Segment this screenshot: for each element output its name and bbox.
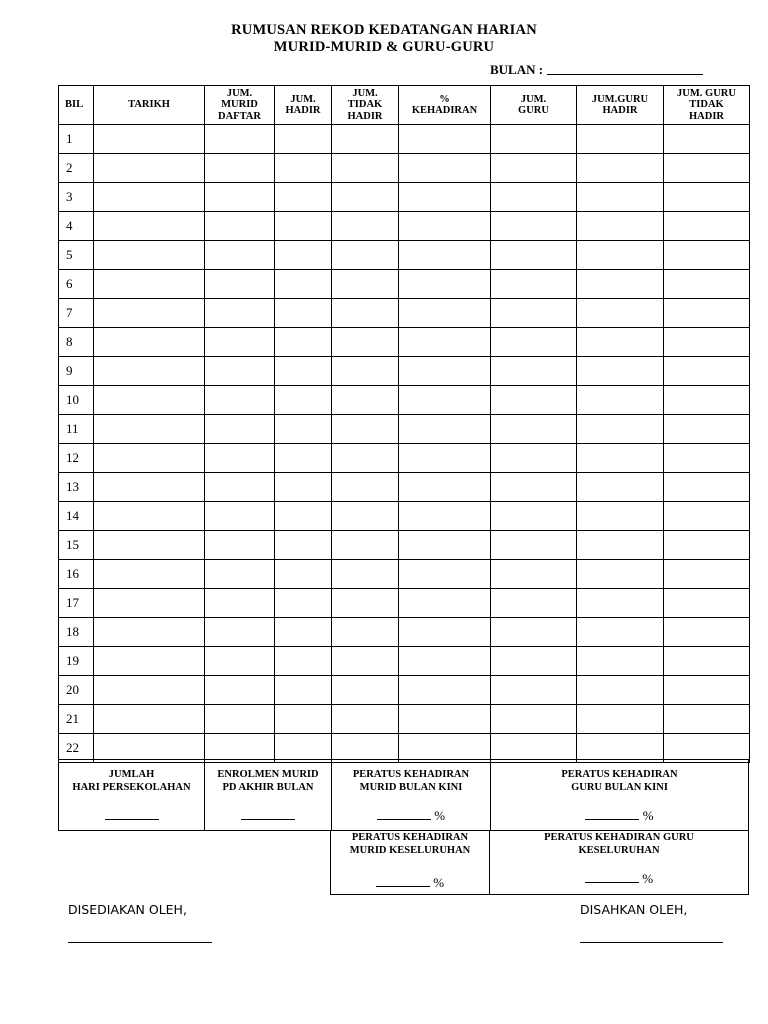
peratus-guru-keseluruhan-cell bbox=[490, 830, 748, 894]
enrolmen-label: ENROLMEN MURID PD AKHIR BULAN bbox=[217, 769, 319, 793]
row-number: 18 bbox=[59, 618, 94, 647]
percent-sign: % bbox=[433, 875, 445, 890]
row-number: 6 bbox=[59, 270, 94, 299]
col-peratus-kehadiran-cell[interactable] bbox=[399, 560, 491, 589]
table-row bbox=[59, 444, 750, 473]
col-peratus-kehadiran-cell[interactable] bbox=[399, 299, 491, 328]
col-jum-guru-hadir-cell[interactable] bbox=[577, 473, 664, 502]
row-number: 5 bbox=[59, 241, 94, 270]
col-jum-tidak-hadir-cell[interactable] bbox=[332, 212, 399, 241]
col-tarikh-cell[interactable] bbox=[94, 531, 205, 560]
form-title: RUMUSAN REKOD KEDATANGAN HARIAN bbox=[231, 22, 537, 38]
table-row bbox=[59, 531, 750, 560]
col-jum-murid-daftar-cell[interactable] bbox=[205, 270, 275, 299]
col-jum-hadir-cell[interactable] bbox=[275, 531, 332, 560]
col-peratus-kehadiran-cell[interactable] bbox=[399, 589, 491, 618]
col-peratus-kehadiran-cell[interactable] bbox=[399, 357, 491, 386]
peratus-murid-keseluruhan-cell bbox=[331, 830, 490, 894]
col-jum-guru-tidak-hadir-cell[interactable] bbox=[664, 589, 750, 618]
table-row bbox=[59, 270, 750, 299]
col-jum-hadir-cell[interactable] bbox=[275, 589, 332, 618]
col-tarikh-cell[interactable] bbox=[94, 589, 205, 618]
row-number: 20 bbox=[59, 676, 94, 705]
col-jum-hadir-cell[interactable] bbox=[275, 647, 332, 676]
col-jum-tidak-hadir-cell[interactable] bbox=[332, 705, 399, 734]
col-tarikh-cell[interactable] bbox=[94, 154, 205, 183]
col-jum-murid-daftar-cell[interactable] bbox=[205, 676, 275, 705]
bulan-field bbox=[490, 62, 703, 78]
row-number: 3 bbox=[59, 183, 94, 212]
row-number: 21 bbox=[59, 705, 94, 734]
enrolmen-cell bbox=[205, 760, 332, 830]
col-tarikh-cell[interactable] bbox=[94, 473, 205, 502]
col-jum-guru-cell[interactable] bbox=[491, 328, 577, 357]
col-jum-hadir-cell[interactable] bbox=[275, 328, 332, 357]
col-jum-guru-tidak-hadir-cell[interactable] bbox=[664, 415, 750, 444]
col-jum-tidak-hadir-cell[interactable] bbox=[332, 502, 399, 531]
col-jum-hadir-cell[interactable] bbox=[275, 415, 332, 444]
col-jum-guru-tidak-hadir-cell[interactable] bbox=[664, 444, 750, 473]
col-peratus-kehadiran-cell[interactable] bbox=[399, 473, 491, 502]
col-jum-guru-hadir-cell[interactable] bbox=[577, 560, 664, 589]
col-jum-guru-cell[interactable] bbox=[491, 647, 577, 676]
col-tarikh-cell[interactable] bbox=[94, 241, 205, 270]
col-peratus-kehadiran-cell[interactable] bbox=[399, 328, 491, 357]
col-jum-guru-hadir-cell[interactable] bbox=[577, 618, 664, 647]
peratus-guru-bulan-label: PERATUS KEHADIRAN GURU BULAN KINI bbox=[561, 769, 678, 793]
table-row bbox=[59, 328, 750, 357]
col-tarikh-cell[interactable] bbox=[94, 647, 205, 676]
table-header-row bbox=[59, 86, 750, 125]
col-jum-guru-cell[interactable] bbox=[491, 415, 577, 444]
row-number: 10 bbox=[59, 386, 94, 415]
col-jum-hadir-cell[interactable] bbox=[275, 618, 332, 647]
col-jum-guru-hadir-cell[interactable] bbox=[577, 676, 664, 705]
col-jum-guru-hadir-cell[interactable] bbox=[577, 270, 664, 299]
row-number: 1 bbox=[59, 125, 94, 154]
col-jum-tidak-hadir-header: JUM. TIDAK HADIR bbox=[332, 86, 399, 125]
col-jum-murid-daftar-cell[interactable] bbox=[205, 386, 275, 415]
col-jum-murid-daftar-cell[interactable] bbox=[205, 560, 275, 589]
col-jum-guru-cell[interactable] bbox=[491, 473, 577, 502]
row-number: 4 bbox=[59, 212, 94, 241]
col-jum-guru-hadir-cell[interactable] bbox=[577, 444, 664, 473]
attendance-table bbox=[58, 85, 750, 763]
col-jum-tidak-hadir-cell[interactable] bbox=[332, 618, 399, 647]
row-number: 19 bbox=[59, 647, 94, 676]
col-jum-hadir-cell[interactable] bbox=[275, 705, 332, 734]
col-jum-hadir-cell[interactable] bbox=[275, 676, 332, 705]
col-jum-tidak-hadir-cell[interactable] bbox=[332, 386, 399, 415]
col-jum-guru-cell[interactable] bbox=[491, 386, 577, 415]
col-jum-tidak-hadir-cell[interactable] bbox=[332, 183, 399, 212]
table-row bbox=[59, 705, 750, 734]
col-jum-guru-cell[interactable] bbox=[491, 299, 577, 328]
jumlah-hari-label: JUMLAH HARI PERSEKOLAHAN bbox=[72, 769, 191, 793]
bulan-label: BULAN : bbox=[490, 62, 544, 77]
col-tarikh-cell[interactable] bbox=[94, 618, 205, 647]
col-jum-guru-hadir-cell[interactable] bbox=[577, 183, 664, 212]
row-number: 14 bbox=[59, 502, 94, 531]
col-jum-tidak-hadir-cell[interactable] bbox=[332, 125, 399, 154]
col-peratus-kehadiran-cell[interactable] bbox=[399, 154, 491, 183]
col-tarikh-cell[interactable] bbox=[94, 183, 205, 212]
jumlah-hari-cell bbox=[59, 760, 205, 830]
col-jum-murid-daftar-cell[interactable] bbox=[205, 415, 275, 444]
table-row bbox=[59, 183, 750, 212]
table-row bbox=[59, 241, 750, 270]
col-jum-guru-tidak-hadir-cell[interactable] bbox=[664, 531, 750, 560]
col-bil-header: BIL bbox=[59, 86, 94, 125]
col-tarikh-cell[interactable] bbox=[94, 502, 205, 531]
row-number: 17 bbox=[59, 589, 94, 618]
peratus-guru-keseluruhan-label: PERATUS KEHADIRAN GURU KESELURUHAN bbox=[544, 832, 694, 856]
summary-section bbox=[58, 759, 749, 831]
col-jum-guru-tidak-hadir-cell[interactable] bbox=[664, 473, 750, 502]
col-jum-guru-cell[interactable] bbox=[491, 560, 577, 589]
col-jum-murid-daftar-cell[interactable] bbox=[205, 647, 275, 676]
row-number: 11 bbox=[59, 415, 94, 444]
col-jum-hadir-cell[interactable] bbox=[275, 241, 332, 270]
col-jum-guru-tidak-hadir-cell[interactable] bbox=[664, 328, 750, 357]
enrolmen-blank[interactable] bbox=[241, 809, 295, 820]
col-jum-murid-daftar-cell[interactable] bbox=[205, 299, 275, 328]
col-peratus-kehadiran-cell[interactable] bbox=[399, 212, 491, 241]
col-jum-guru-cell[interactable] bbox=[491, 154, 577, 183]
col-jum-murid-daftar-cell[interactable] bbox=[205, 125, 275, 154]
col-jum-guru-tidak-hadir-cell[interactable] bbox=[664, 125, 750, 154]
table-row bbox=[59, 473, 750, 502]
col-jum-murid-daftar-cell[interactable] bbox=[205, 212, 275, 241]
col-jum-tidak-hadir-cell[interactable] bbox=[332, 560, 399, 589]
disahkan-signature-line[interactable] bbox=[580, 942, 723, 943]
col-jum-guru-hadir-cell[interactable] bbox=[577, 212, 664, 241]
col-jum-tidak-hadir-cell[interactable] bbox=[332, 154, 399, 183]
col-jum-murid-daftar-cell[interactable] bbox=[205, 154, 275, 183]
col-tarikh-cell[interactable] bbox=[94, 357, 205, 386]
table-row bbox=[59, 502, 750, 531]
peratus-murid-bulan-label: PERATUS KEHADIRAN MURID BULAN KINI bbox=[352, 769, 470, 793]
col-jum-murid-daftar-header: JUM. MURID DAFTAR bbox=[205, 86, 275, 125]
col-jum-hadir-cell[interactable] bbox=[275, 125, 332, 154]
col-jum-guru-cell[interactable] bbox=[491, 444, 577, 473]
col-jum-guru-tidak-hadir-cell[interactable] bbox=[664, 647, 750, 676]
col-jum-tidak-hadir-cell[interactable] bbox=[332, 241, 399, 270]
col-jum-tidak-hadir-cell[interactable] bbox=[332, 531, 399, 560]
col-jum-guru-tidak-hadir-cell[interactable] bbox=[664, 676, 750, 705]
col-peratus-kehadiran-cell[interactable] bbox=[399, 444, 491, 473]
col-tarikh-cell[interactable] bbox=[94, 415, 205, 444]
bulan-input-line[interactable] bbox=[547, 62, 703, 75]
col-tarikh-cell[interactable] bbox=[94, 705, 205, 734]
col-jum-hadir-cell[interactable] bbox=[275, 183, 332, 212]
col-peratus-kehadiran-header: % KEHADIRAN bbox=[399, 86, 491, 125]
col-jum-guru-hadir-cell[interactable] bbox=[577, 299, 664, 328]
disediakan-label: DISEDIAKAN OLEH, bbox=[68, 902, 187, 917]
summary-keseluruhan-section bbox=[330, 830, 749, 895]
col-jum-hadir-cell[interactable] bbox=[275, 357, 332, 386]
table-row bbox=[59, 357, 750, 386]
peratus-murid-bulan-blank[interactable] bbox=[377, 809, 431, 820]
col-jum-hadir-header: JUM. HADIR bbox=[275, 86, 332, 125]
col-jum-guru-tidak-hadir-cell[interactable] bbox=[664, 357, 750, 386]
percent-sign: % bbox=[642, 808, 654, 823]
col-jum-guru-cell[interactable] bbox=[491, 676, 577, 705]
col-jum-guru-tidak-hadir-cell[interactable] bbox=[664, 560, 750, 589]
col-jum-tidak-hadir-cell[interactable] bbox=[332, 328, 399, 357]
col-tarikh-cell[interactable] bbox=[94, 444, 205, 473]
col-jum-murid-daftar-cell[interactable] bbox=[205, 531, 275, 560]
col-jum-tidak-hadir-cell[interactable] bbox=[332, 589, 399, 618]
row-number: 9 bbox=[59, 357, 94, 386]
peratus-murid-keseluruhan-label: PERATUS KEHADIRAN MURID KESELURUHAN bbox=[349, 832, 471, 856]
row-number: 22 bbox=[59, 734, 94, 763]
col-jum-hadir-cell[interactable] bbox=[275, 212, 332, 241]
col-jum-guru-hadir-cell[interactable] bbox=[577, 502, 664, 531]
col-jum-guru-hadir-cell[interactable] bbox=[577, 357, 664, 386]
table-row bbox=[59, 154, 750, 183]
col-jum-guru-tidak-hadir-cell[interactable] bbox=[664, 705, 750, 734]
col-jum-guru-tidak-hadir-cell[interactable] bbox=[664, 502, 750, 531]
col-jum-tidak-hadir-cell[interactable] bbox=[332, 444, 399, 473]
jumlah-hari-blank[interactable] bbox=[105, 809, 159, 820]
col-jum-murid-daftar-cell[interactable] bbox=[205, 183, 275, 212]
col-jum-guru-cell[interactable] bbox=[491, 125, 577, 154]
col-tarikh-cell[interactable] bbox=[94, 270, 205, 299]
col-jum-hadir-cell[interactable] bbox=[275, 270, 332, 299]
peratus-guru-bulan-blank[interactable] bbox=[585, 809, 639, 820]
col-peratus-kehadiran-cell[interactable] bbox=[399, 241, 491, 270]
col-tarikh-cell[interactable] bbox=[94, 212, 205, 241]
col-jum-murid-daftar-cell[interactable] bbox=[205, 357, 275, 386]
col-jum-tidak-hadir-cell[interactable] bbox=[332, 415, 399, 444]
col-peratus-kehadiran-cell[interactable] bbox=[399, 676, 491, 705]
col-peratus-kehadiran-cell[interactable] bbox=[399, 415, 491, 444]
col-jum-murid-daftar-cell[interactable] bbox=[205, 473, 275, 502]
col-jum-guru-hadir-cell[interactable] bbox=[577, 241, 664, 270]
col-jum-guru-cell[interactable] bbox=[491, 589, 577, 618]
col-jum-guru-cell[interactable] bbox=[491, 502, 577, 531]
col-peratus-kehadiran-cell[interactable] bbox=[399, 705, 491, 734]
col-jum-hadir-cell[interactable] bbox=[275, 299, 332, 328]
col-jum-guru-cell[interactable] bbox=[491, 705, 577, 734]
col-jum-murid-daftar-cell[interactable] bbox=[205, 444, 275, 473]
col-tarikh-cell[interactable] bbox=[94, 676, 205, 705]
row-number: 7 bbox=[59, 299, 94, 328]
col-jum-hadir-cell[interactable] bbox=[275, 560, 332, 589]
col-jum-guru-header: JUM. GURU bbox=[491, 86, 577, 125]
col-tarikh-cell[interactable] bbox=[94, 299, 205, 328]
col-jum-tidak-hadir-cell[interactable] bbox=[332, 299, 399, 328]
table-row bbox=[59, 299, 750, 328]
disahkan-label: DISAHKAN OLEH, bbox=[580, 902, 688, 917]
col-jum-guru-hadir-cell[interactable] bbox=[577, 589, 664, 618]
col-jum-guru-hadir-cell[interactable] bbox=[577, 415, 664, 444]
col-jum-guru-tidak-hadir-cell[interactable] bbox=[664, 299, 750, 328]
col-jum-tidak-hadir-cell[interactable] bbox=[332, 473, 399, 502]
col-tarikh-cell[interactable] bbox=[94, 386, 205, 415]
col-tarikh-cell[interactable] bbox=[94, 125, 205, 154]
col-jum-murid-daftar-cell[interactable] bbox=[205, 589, 275, 618]
peratus-guru-keseluruhan-blank[interactable] bbox=[585, 872, 639, 883]
col-jum-murid-daftar-cell[interactable] bbox=[205, 241, 275, 270]
col-jum-guru-cell[interactable] bbox=[491, 212, 577, 241]
col-jum-tidak-hadir-cell[interactable] bbox=[332, 357, 399, 386]
peratus-murid-bulan-cell bbox=[332, 760, 491, 830]
col-jum-murid-daftar-cell[interactable] bbox=[205, 618, 275, 647]
col-jum-hadir-cell[interactable] bbox=[275, 473, 332, 502]
col-jum-murid-daftar-cell[interactable] bbox=[205, 328, 275, 357]
col-jum-guru-tidak-hadir-header: JUM. GURU TIDAK HADIR bbox=[664, 86, 750, 125]
col-jum-guru-tidak-hadir-cell[interactable] bbox=[664, 270, 750, 299]
col-jum-guru-tidak-hadir-cell[interactable] bbox=[664, 212, 750, 241]
col-jum-guru-cell[interactable] bbox=[491, 357, 577, 386]
table-row bbox=[59, 560, 750, 589]
row-number: 13 bbox=[59, 473, 94, 502]
col-jum-tidak-hadir-cell[interactable] bbox=[332, 270, 399, 299]
table-row bbox=[59, 589, 750, 618]
col-jum-guru-cell[interactable] bbox=[491, 618, 577, 647]
col-peratus-kehadiran-cell[interactable] bbox=[399, 183, 491, 212]
row-number: 2 bbox=[59, 154, 94, 183]
table-row bbox=[59, 676, 750, 705]
table-body bbox=[59, 125, 750, 763]
peratus-guru-bulan-cell bbox=[491, 760, 748, 830]
col-jum-murid-daftar-cell[interactable] bbox=[205, 502, 275, 531]
row-number: 8 bbox=[59, 328, 94, 357]
row-number: 12 bbox=[59, 444, 94, 473]
col-jum-guru-tidak-hadir-cell[interactable] bbox=[664, 618, 750, 647]
col-tarikh-header: TARIKH bbox=[94, 86, 205, 125]
col-peratus-kehadiran-cell[interactable] bbox=[399, 125, 491, 154]
col-jum-guru-tidak-hadir-cell[interactable] bbox=[664, 386, 750, 415]
col-jum-tidak-hadir-cell[interactable] bbox=[332, 676, 399, 705]
col-peratus-kehadiran-cell[interactable] bbox=[399, 270, 491, 299]
col-peratus-kehadiran-cell[interactable] bbox=[399, 531, 491, 560]
col-jum-tidak-hadir-cell[interactable] bbox=[332, 647, 399, 676]
col-jum-guru-tidak-hadir-cell[interactable] bbox=[664, 241, 750, 270]
col-jum-guru-hadir-cell[interactable] bbox=[577, 531, 664, 560]
col-jum-hadir-cell[interactable] bbox=[275, 502, 332, 531]
col-jum-guru-hadir-cell[interactable] bbox=[577, 705, 664, 734]
col-jum-guru-hadir-cell[interactable] bbox=[577, 647, 664, 676]
col-jum-guru-hadir-cell[interactable] bbox=[577, 386, 664, 415]
col-peratus-kehadiran-cell[interactable] bbox=[399, 618, 491, 647]
col-jum-guru-cell[interactable] bbox=[491, 531, 577, 560]
col-jum-guru-tidak-hadir-cell[interactable] bbox=[664, 183, 750, 212]
col-jum-guru-hadir-cell[interactable] bbox=[577, 125, 664, 154]
col-jum-guru-hadir-header: JUM.GURU HADIR bbox=[577, 86, 664, 125]
col-jum-guru-hadir-cell[interactable] bbox=[577, 154, 664, 183]
table-row bbox=[59, 415, 750, 444]
col-jum-guru-tidak-hadir-cell[interactable] bbox=[664, 154, 750, 183]
peratus-murid-keseluruhan-blank[interactable] bbox=[376, 876, 430, 887]
percent-sign: % bbox=[642, 871, 654, 886]
col-peratus-kehadiran-cell[interactable] bbox=[399, 386, 491, 415]
col-jum-guru-cell[interactable] bbox=[491, 241, 577, 270]
row-number: 15 bbox=[59, 531, 94, 560]
col-tarikh-cell[interactable] bbox=[94, 560, 205, 589]
table-row bbox=[59, 125, 750, 154]
col-peratus-kehadiran-cell[interactable] bbox=[399, 502, 491, 531]
table-row bbox=[59, 647, 750, 676]
col-jum-guru-cell[interactable] bbox=[491, 183, 577, 212]
col-peratus-kehadiran-cell[interactable] bbox=[399, 647, 491, 676]
disediakan-signature-line[interactable] bbox=[68, 942, 212, 943]
row-number: 16 bbox=[59, 560, 94, 589]
col-jum-hadir-cell[interactable] bbox=[275, 386, 332, 415]
table-row bbox=[59, 386, 750, 415]
col-jum-murid-daftar-cell[interactable] bbox=[205, 705, 275, 734]
col-jum-guru-hadir-cell[interactable] bbox=[577, 328, 664, 357]
form-subtitle: MURID-MURID & GURU-GURU bbox=[273, 39, 495, 55]
col-jum-guru-cell[interactable] bbox=[491, 270, 577, 299]
col-jum-hadir-cell[interactable] bbox=[275, 444, 332, 473]
table-row bbox=[59, 618, 750, 647]
percent-sign: % bbox=[434, 808, 446, 823]
col-tarikh-cell[interactable] bbox=[94, 328, 205, 357]
col-jum-hadir-cell[interactable] bbox=[275, 154, 332, 183]
table-row bbox=[59, 212, 750, 241]
